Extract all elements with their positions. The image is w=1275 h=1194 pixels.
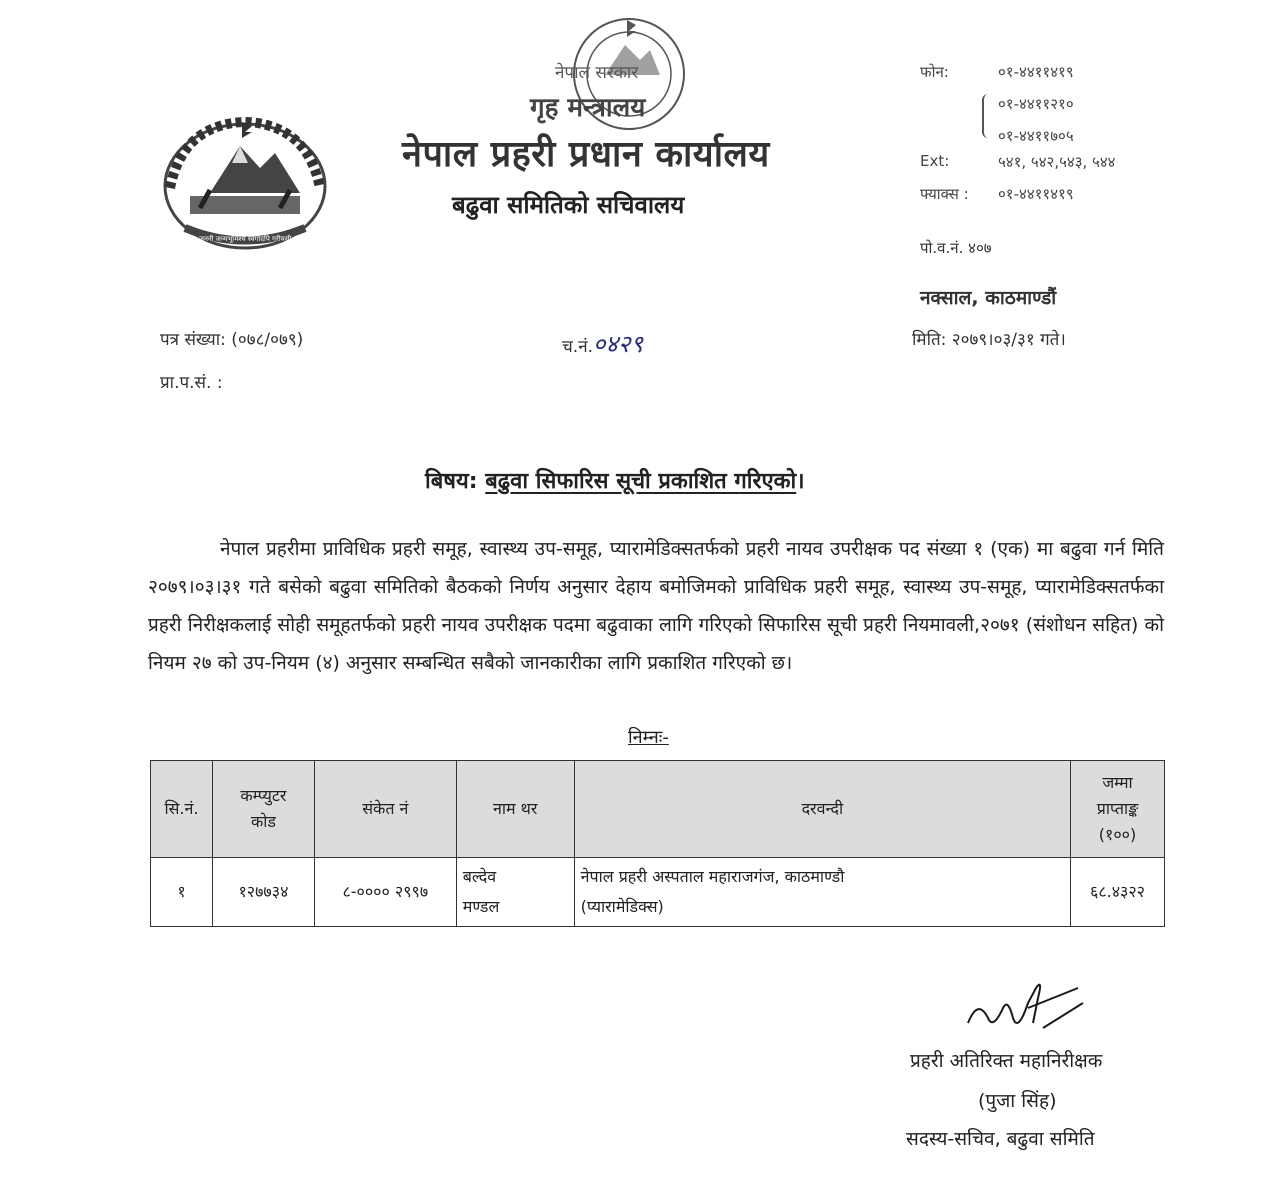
col-total-score: जम्मा प्राप्ताङ्क (१००) — [1071, 761, 1165, 858]
phone-number-3: ०१-४४११७०५ — [998, 127, 1074, 145]
table-row — [151, 858, 1165, 927]
col-posting: दरवन्दी — [574, 761, 1070, 858]
letter-subject — [425, 465, 805, 495]
cell-total-score: ६८.४३२२ — [1071, 858, 1165, 927]
svg-text:जननी जन्मभूमिश्च स्वर्गादपि गर: जननी जन्मभूमिश्च स्वर्गादपि गरीयसी — [198, 235, 292, 243]
col-computer-code: कम्प्युटर कोड — [212, 761, 314, 858]
phone-label: फोन: — [920, 63, 949, 81]
header-office: नेपाल प्रहरी प्रधान कार्यालय — [402, 134, 770, 175]
list-heading: निम्नः- — [628, 727, 669, 748]
header-government: नेपाल सरकार — [555, 63, 639, 83]
cell-name: बल्देव मण्डल — [456, 858, 574, 927]
fax-label: फ्याक्स : — [920, 185, 969, 203]
cell-computer-code: १२७७३४ — [212, 858, 314, 927]
phone-number-2: ०१-४४११२१० — [998, 95, 1074, 113]
office-address: नक्साल, काठमाण्डौं — [920, 287, 1057, 309]
recommendation-table — [150, 760, 1165, 927]
signature-icon — [958, 968, 1088, 1043]
letter-date — [912, 327, 1066, 350]
col-serial: सि.नं. — [151, 761, 213, 858]
ext-label: Ext: — [920, 152, 950, 170]
letter-body: नेपाल प्रहरीमा प्राविधिक प्रहरी समूह, स्वास्थ्य उप-समूह, प्यारामेडिक्सतर्फको प्रहरी नायव उपरीक्षक पद संख्या १ (एक) मा बढुवा गर्न मिति २०७९।०३।३१ गते बसेको बढुवा समितिको बैठकको निर्णय अनुसार देहाय बमोजिमको प्राविधिक प्रहरी समूह, स्वास्थ्य उप-समूह, प्यारामेडिक्सतर्फका प्रहरी निरीक्षकलाई सोही समूहतर्फको प्रहरी नायव उपरीक्षक पदमा बढुवाका लागि गरिएको सिफारिस सूची प्रहरी नियमावली,२०७१ (संशोधन सहित) को नियम २७ को उप-नियम (४) अनुसार सम्बन्धित सबैको जानकारीका लागि प्रकाशित गरिएको छ। — [148, 538, 1164, 674]
po-box: पो.व.नं. ४०७ — [920, 239, 992, 257]
nepal-emblem-icon — [150, 108, 340, 258]
chalani-label: च.नं. — [562, 337, 594, 357]
letter-reference — [160, 327, 303, 350]
table-header-row — [151, 761, 1165, 858]
ref-label: पत्र संख्या: — [160, 330, 226, 350]
cell-serial: १ — [151, 858, 213, 927]
phone-number-1: ०१-४४११४१९ — [998, 63, 1074, 81]
fax-number: ०१-४४११४१९ — [998, 185, 1074, 203]
date-label: मिति: — [912, 330, 947, 350]
header-ministry: गृह मन्त्रालय — [530, 93, 646, 123]
subject-text: बढुवा सिफारिस सूची प्रकाशित गरिएको — [485, 469, 797, 494]
cell-symbol-number: ८-०००० २९९७ — [314, 858, 456, 927]
header-secretariat: बढुवा समितिको सचिवालय — [452, 191, 685, 219]
date-value: २०७९।०३/३१ गते। — [951, 330, 1066, 350]
dispatch-number — [562, 327, 643, 360]
ext-values: ५४१, ५४२,५४३, ५४४ — [998, 153, 1116, 171]
ref-value: (०७८/०७९) — [231, 330, 304, 350]
col-name: नाम थर — [456, 761, 574, 858]
subject-label: बिषय: — [425, 469, 478, 494]
signatory-designation: प्रहरी अतिरिक्त महानिरीक्षक — [910, 1050, 1103, 1072]
cell-posting: नेपाल प्रहरी अस्पताल महाराजगंज, काठमाण्डौ (प्यारामेडिक्स) — [574, 858, 1070, 927]
received-number-label: प्रा.प.सं. : — [160, 373, 223, 393]
chalani-value: ०४२९ — [593, 330, 643, 358]
subject-end: । — [796, 469, 805, 494]
signatory-name: (पुजा सिंह) — [978, 1090, 1057, 1112]
signatory-role: सदस्य-सचिव, बढुवा समिति — [906, 1128, 1095, 1150]
col-symbol-number: संकेत नं — [314, 761, 456, 858]
phone-brace — [982, 94, 992, 138]
